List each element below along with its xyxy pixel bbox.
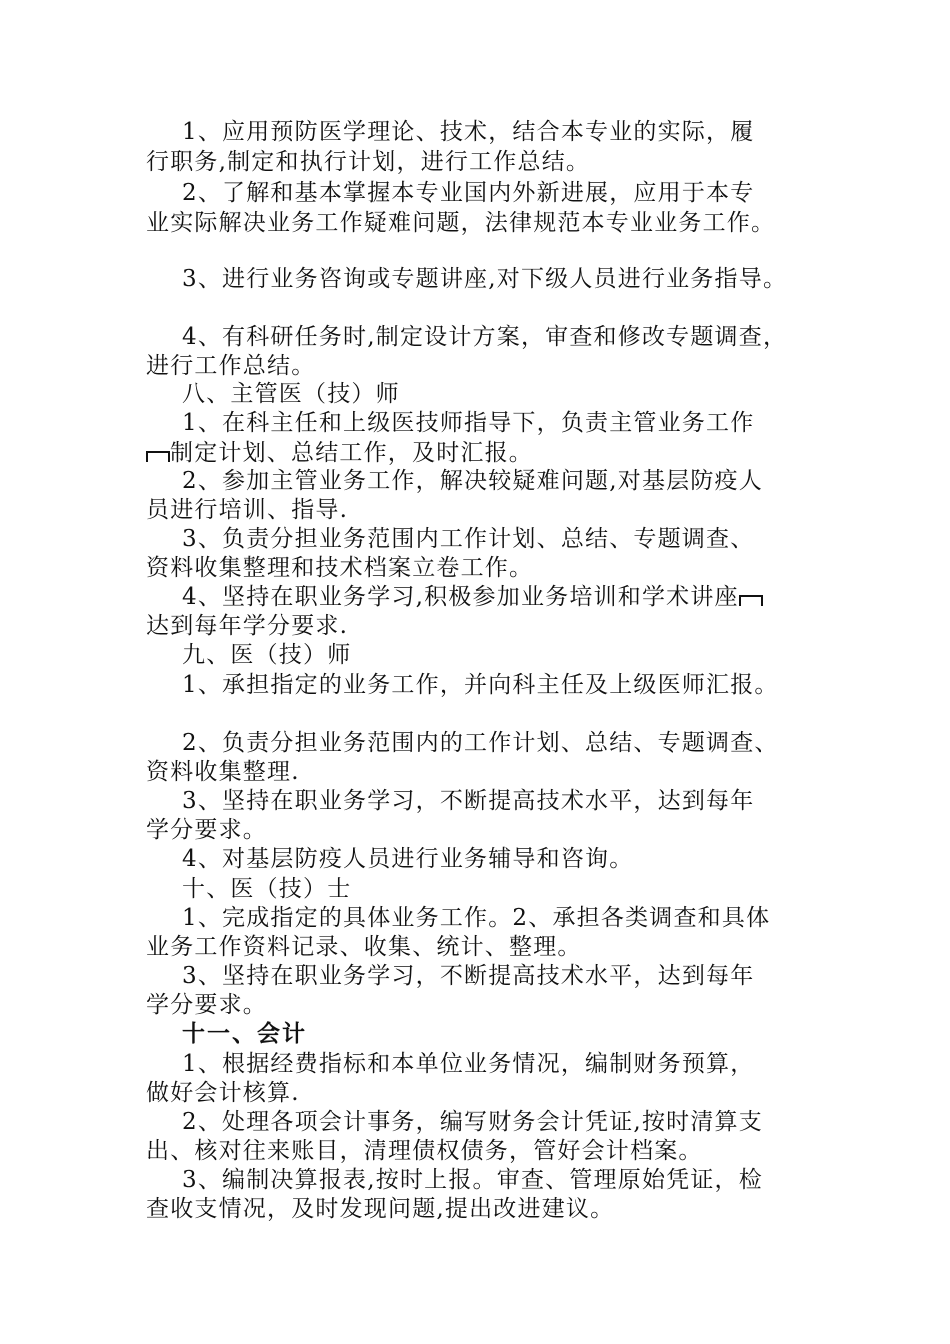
paragraph-line: 3、进行业务咨询或专题讲座,对下级人员进行业务指导。 xyxy=(182,266,788,292)
section-heading: 八、主管医（技）师 xyxy=(182,381,400,407)
paragraph-line: 业务工作资料记录、收集、统计、整理。 xyxy=(146,934,582,960)
paragraph-line: 出、核对往来账目，清理债权债务，管好会计档案。 xyxy=(146,1138,703,1164)
section-heading: 九、医（技）师 xyxy=(182,642,352,668)
paragraph-line: 4、对基层防疫人员进行业务辅导和咨询。 xyxy=(182,846,634,872)
paragraph-line: 3、编制决算报表,按时上报。审查、管理原始凭证，检 xyxy=(182,1167,763,1193)
correction-mark xyxy=(739,594,763,606)
paragraph-line-text: 制定计划、总结工作，及时汇报。 xyxy=(170,440,533,466)
paragraph-line-with-mark xyxy=(146,438,533,468)
paragraph-line: 3、坚持在职业务学习，不断提高技术水平，达到每年 xyxy=(182,788,755,814)
paragraph-line: 资料收集整理. xyxy=(146,759,300,785)
paragraph-line: 员进行培训、指导. xyxy=(146,497,349,523)
paragraph-line: 1、在科主任和上级医技师指导下，负责主管业务工作 xyxy=(182,410,755,436)
paragraph-line: 4、有科研任务时,制定设计方案，审查和修改专题调查， xyxy=(182,324,788,350)
paragraph-line: 进行工作总结。 xyxy=(146,353,316,379)
paragraph-line: 1、根据经费指标和本单位业务情况，编制财务预算， xyxy=(182,1051,755,1077)
paragraph-line: 查收支情况，及时发现问题,提出改进建议。 xyxy=(146,1196,615,1222)
paragraph-line: 3、坚持在职业务学习，不断提高技术水平，达到每年 xyxy=(182,963,755,989)
paragraph-line: 2、参加主管业务工作，解决较疑难问题,对基层防疫人 xyxy=(182,468,763,494)
paragraph-line-with-mark xyxy=(182,582,763,612)
paragraph-line: 2、负责分担业务范围内的工作计划、总结、专题调查、 xyxy=(182,730,779,756)
section-heading: 十、医（技）士 xyxy=(182,876,352,902)
paragraph-line: 2、处理各项会计事务，编写财务会计凭证,按时清算支 xyxy=(182,1109,763,1135)
paragraph-line: 学分要求。 xyxy=(146,817,267,843)
paragraph-line: 1、承担指定的业务工作，并向科主任及上级医师汇报。 xyxy=(182,672,779,698)
paragraph-line: 达到每年学分要求. xyxy=(146,613,349,639)
paragraph-line: 学分要求。 xyxy=(146,992,267,1018)
paragraph-line: 资料收集整理和技术档案立卷工作。 xyxy=(146,555,534,581)
section-heading: 十一、会计 xyxy=(182,1020,307,1047)
paragraph-line: 1、完成指定的具体业务工作。2、承担各类调查和具体 xyxy=(182,905,771,931)
correction-mark xyxy=(146,450,170,462)
paragraph-line: 1、应用预防医学理论、技术，结合本专业的实际，履 xyxy=(182,119,755,145)
paragraph-line: 业实际解决业务工作疑难问题，法律规范本专业业务工作。 xyxy=(146,210,776,236)
paragraph-line: 做好会计核算. xyxy=(146,1080,300,1106)
paragraph-line: 行职务,制定和执行计划，进行工作总结。 xyxy=(146,149,591,175)
paragraph-line-text: 4、坚持在职业务学习,积极参加业务培训和学术讲座 xyxy=(182,584,739,610)
paragraph-line: 2、了解和基本掌握本专业国内外新进展，应用于本专 xyxy=(182,180,755,206)
paragraph-line: 3、负责分担业务范围内工作计划、总结、专题调查、 xyxy=(182,526,755,552)
